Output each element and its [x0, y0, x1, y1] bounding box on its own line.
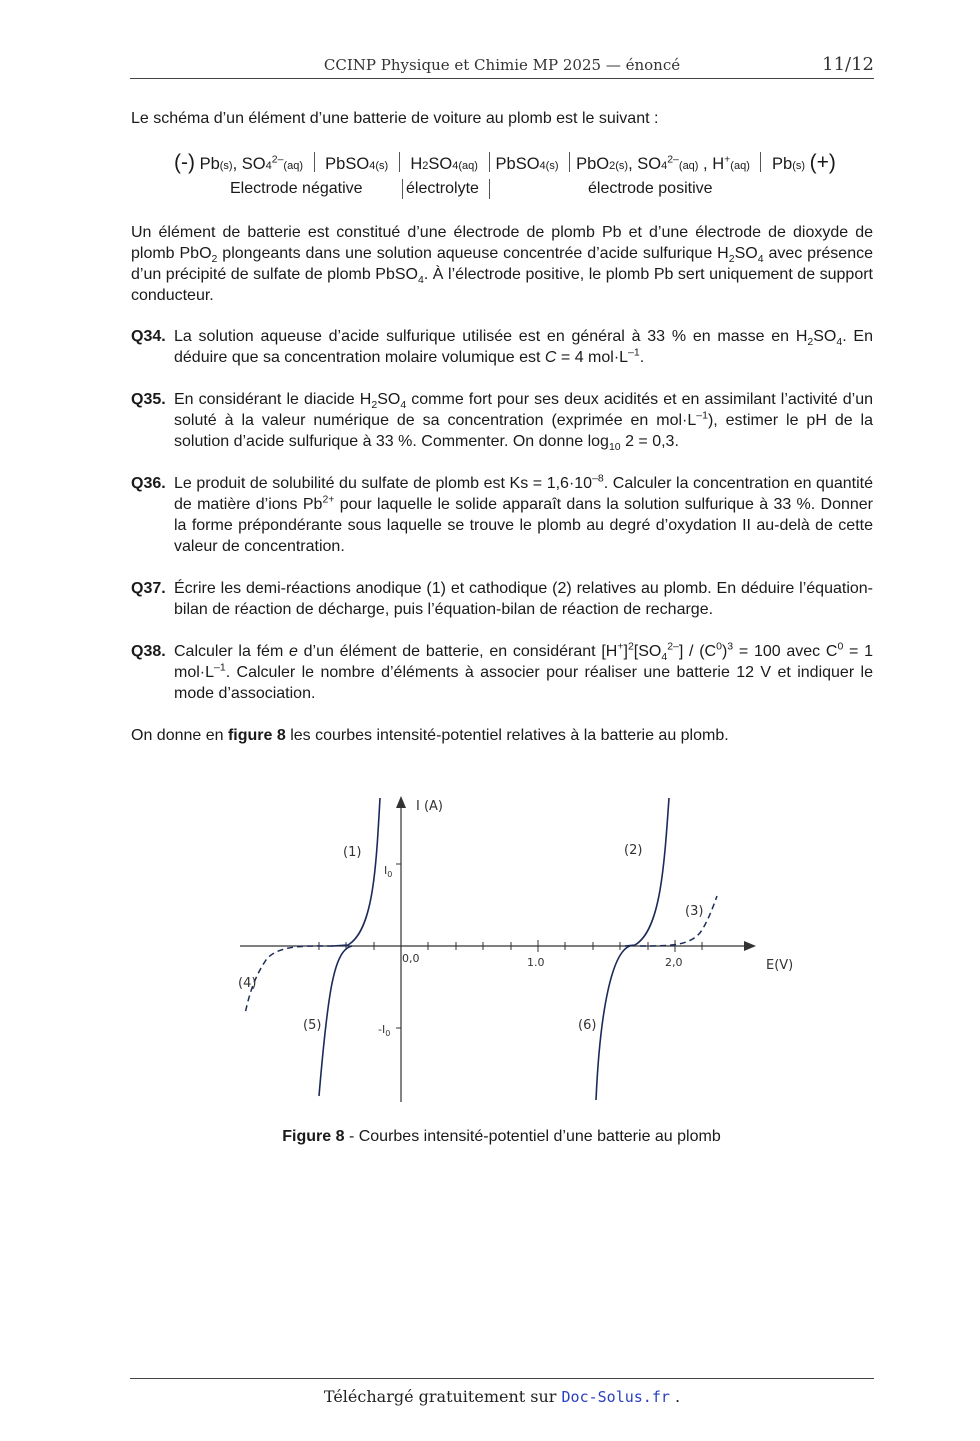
- label-separator: [489, 179, 490, 199]
- page-header: [130, 54, 874, 79]
- sup: –1: [696, 409, 708, 422]
- h2so4-h: H: [410, 155, 423, 173]
- intensity-potential-plot: [230, 790, 810, 1110]
- curve-label-1: (1): [343, 845, 362, 860]
- so4-sub: 4: [265, 160, 272, 172]
- sub: 2: [728, 253, 735, 266]
- minus-i0-label: [378, 1023, 390, 1038]
- footer-text: Téléchargé gratuitement sur: [323, 1387, 562, 1406]
- sup: –1: [214, 661, 226, 674]
- question-37: [131, 578, 873, 620]
- question-36: [131, 473, 873, 557]
- intro-text: Le schéma d’un élément d’une batterie de voiture au plomb est le suivant :: [131, 110, 659, 127]
- sup: –1: [628, 346, 640, 359]
- separator: [760, 152, 761, 172]
- question-38: [131, 641, 873, 704]
- i0-label: [384, 864, 392, 879]
- so4-aq: (aq): [283, 160, 303, 172]
- text: comme fort pour ses deux acidités et en assimilant l’activité d’un soluté à la valeur numérique de sa concentration (exprimée en mol·L: [174, 391, 874, 429]
- figure-caption: [0, 1128, 980, 1146]
- curve-5: [319, 946, 352, 1096]
- description-paragraph: [131, 222, 873, 306]
- text: [SO: [633, 643, 662, 660]
- so4-sup: 2–: [271, 153, 284, 166]
- curve-2: [625, 798, 669, 946]
- pb-symbol-2: Pb: [772, 155, 793, 173]
- text: 2 = 0,3.: [620, 433, 679, 450]
- text: . En déduire que sa concentration molaire volumique est: [174, 328, 873, 366]
- sup: 2–: [667, 640, 679, 653]
- text: SO: [813, 328, 837, 345]
- pbso4-symbol-2: PbSO: [495, 155, 540, 173]
- sub: 4: [836, 336, 843, 349]
- text: ), estimer le pH de la solution d’acide sulfurique à 33 %. Commenter. On donne log: [174, 412, 874, 450]
- text: Calculer la fém: [174, 643, 290, 660]
- question-35: [131, 389, 873, 452]
- question-number: Q38.: [131, 643, 166, 660]
- so4-symbol-2: SO: [637, 155, 662, 173]
- text: plongeants dans une solution aqueuse concentrée d’acide sulfurique H: [217, 245, 729, 262]
- text: ]: [623, 643, 628, 660]
- question-text: [174, 326, 873, 368]
- label-separator: [402, 179, 403, 199]
- question-text: [174, 473, 873, 557]
- sub: 2: [371, 399, 378, 412]
- sup: 0: [837, 640, 844, 653]
- sub: 4: [661, 651, 668, 664]
- pbo2-symbol: PbO: [576, 155, 610, 173]
- question-number: Q37.: [131, 580, 166, 597]
- sub: 2: [211, 253, 218, 266]
- label-electrolyte: électrolyte: [406, 180, 479, 197]
- text: pour laquelle le solide apparaît dans la solution sulfurique à 33 %. Donner la forme prépondérante sous laquelle se trouve le plomb au degré d’oxydation II au-delà de cette valeur de concentration.: [174, 496, 874, 555]
- text: En considérant le diacide H: [174, 391, 372, 408]
- h2so4-2: 2: [422, 160, 429, 172]
- tick-label-1: 1.0: [527, 956, 545, 969]
- pb-sub: (s): [219, 160, 233, 172]
- h2so4-so: SO: [428, 155, 453, 173]
- separator: [314, 152, 315, 172]
- sub: 10: [608, 441, 621, 454]
- caption-bold: Figure 8: [282, 1128, 345, 1145]
- text: les courbes intensité-potentiel relatives à la batterie au plomb.: [285, 727, 729, 744]
- so4-sup-2: 2–: [667, 153, 679, 166]
- text: Le produit de solubilité du sulfate de plomb est Ks = 1,6·10: [174, 475, 593, 492]
- curve-label-4: (4): [238, 976, 257, 991]
- h-sup: +: [724, 153, 731, 166]
- separator: [569, 152, 570, 172]
- text: avec présence d’un précipité de sulfate de plomb PbSO: [131, 245, 873, 283]
- text: La solution aqueuse d’acide sulfurique utilisée est en général à 33 % en masse en H: [174, 328, 808, 345]
- text: . Calculer le nombre d’éléments à associer pour réaliser une batterie 12 V et indiquer le mode d’association.: [174, 664, 873, 702]
- pb-sub-2: (s): [792, 160, 806, 172]
- i0-text: I: [384, 864, 388, 877]
- curve-label-5: (5): [303, 1018, 322, 1033]
- header-title: CCINP Physique et Chimie MP 2025 — énoncé: [323, 56, 681, 74]
- text: = 100 avec C: [733, 643, 838, 660]
- text: On donne en: [131, 727, 228, 744]
- sub: 4: [417, 274, 424, 287]
- text: SO: [734, 245, 758, 262]
- x-axis-arrow: [744, 941, 756, 951]
- sup: 3: [727, 640, 734, 653]
- page-footer: [130, 1378, 874, 1406]
- sup: 2: [627, 640, 634, 653]
- so4-sub-2: 4: [661, 160, 668, 172]
- pbo2-sub: 2(s): [609, 160, 629, 172]
- text: = 4 mol·L: [556, 349, 629, 366]
- text: SO: [377, 391, 401, 408]
- h2so4-4aq: 4(aq): [452, 160, 478, 172]
- text: . Calculer la concentration en quantité de matière d’ions Pb: [174, 475, 873, 513]
- question-number: Q35.: [131, 391, 166, 408]
- pbso4-sub: 4(s): [369, 160, 389, 172]
- question-number: Q36.: [131, 475, 166, 492]
- label-negative: Electrode négative: [230, 180, 363, 197]
- text: ): [721, 643, 728, 660]
- i0-sub: 0: [387, 870, 393, 879]
- tick-label-2: 2,0: [665, 956, 683, 969]
- y-axis-arrow: [396, 796, 406, 808]
- cell-diagram: (-) Pb(s), $SO4^{2-}(aq)$ PbSO4(s) H2SO4(aq) PbSO4(s) PbO2(s), $SO4^{2-}(aq)$ , H+(aq) Pb(s) (+): [174, 151, 836, 174]
- question-number: Q34.: [131, 328, 166, 345]
- separator: [399, 152, 400, 172]
- mi0-sub: 0: [385, 1029, 391, 1038]
- figure-8: [230, 790, 810, 1110]
- question-text: Écrire les demi-réactions anodique (1) et cathodique (2) relatives au plomb. En déduire l’équation-bilan de réaction de décharge, puis l’équation-bilan de réaction de recharge.: [174, 580, 873, 618]
- curve-label-3: (3): [685, 904, 704, 919]
- so4-symbol: SO: [241, 155, 266, 173]
- figure-intro: [131, 725, 873, 746]
- sup: 2+: [322, 493, 335, 506]
- pb-symbol: Pb: [199, 155, 220, 173]
- tick-label-0: 0,0: [402, 952, 420, 965]
- sub: 4: [757, 253, 764, 266]
- sub: 2: [807, 336, 814, 349]
- pbso4-symbol: PbSO: [325, 155, 370, 173]
- label-positive: électrode positive: [588, 180, 713, 197]
- question-text: [174, 389, 873, 452]
- question-text: [174, 641, 873, 704]
- y-axis-label: I (A): [416, 799, 444, 814]
- sup: 0: [716, 640, 722, 653]
- x-axis-label: E(V): [766, 958, 794, 973]
- curve-label-2: (2): [624, 843, 643, 858]
- plus-pole: (+): [809, 151, 836, 174]
- sup: +: [617, 640, 624, 653]
- so4-aq-2: (aq): [678, 160, 699, 172]
- text: Un élément de batterie est constitué d’une électrode de plomb Pb et d’une électrode de dioxyde de plomb PbO: [131, 224, 873, 262]
- pbso4-sub-2: 4(s): [539, 160, 559, 172]
- text: .: [639, 349, 645, 366]
- text: ] / (C: [678, 643, 717, 660]
- cell-labels: [174, 178, 873, 202]
- h-aq: (aq): [730, 160, 750, 172]
- text: . À l’électrode positive, le plomb Pb sert uniquement de support conducteur.: [131, 266, 873, 304]
- minus-pole: (-): [174, 151, 195, 174]
- curve-label-6: (6): [578, 1018, 597, 1033]
- bold: figure 8: [227, 727, 286, 744]
- separator: [489, 152, 490, 172]
- italic: e: [289, 643, 298, 660]
- page-number: 11/12: [822, 54, 874, 75]
- italic: C: [544, 349, 557, 366]
- text: d’un élément de batterie, en considérant [H: [297, 643, 618, 660]
- question-34: [131, 326, 873, 368]
- page-content: [131, 108, 873, 746]
- caption-text: - Courbes intensité-potentiel d’une batterie au plomb: [344, 1128, 721, 1145]
- footer-link[interactable]: Doc-Solus.fr: [561, 1388, 670, 1406]
- footer-dot: .: [669, 1387, 681, 1406]
- curve-1: [332, 798, 380, 946]
- text: = 1 mol·L: [174, 643, 874, 681]
- sub: 4: [400, 399, 407, 412]
- curve-6: [596, 946, 630, 1100]
- mi0-text: -I: [378, 1023, 386, 1036]
- h-symbol: H: [712, 155, 725, 173]
- sup: –8: [592, 472, 604, 485]
- curve-4: [245, 946, 333, 1014]
